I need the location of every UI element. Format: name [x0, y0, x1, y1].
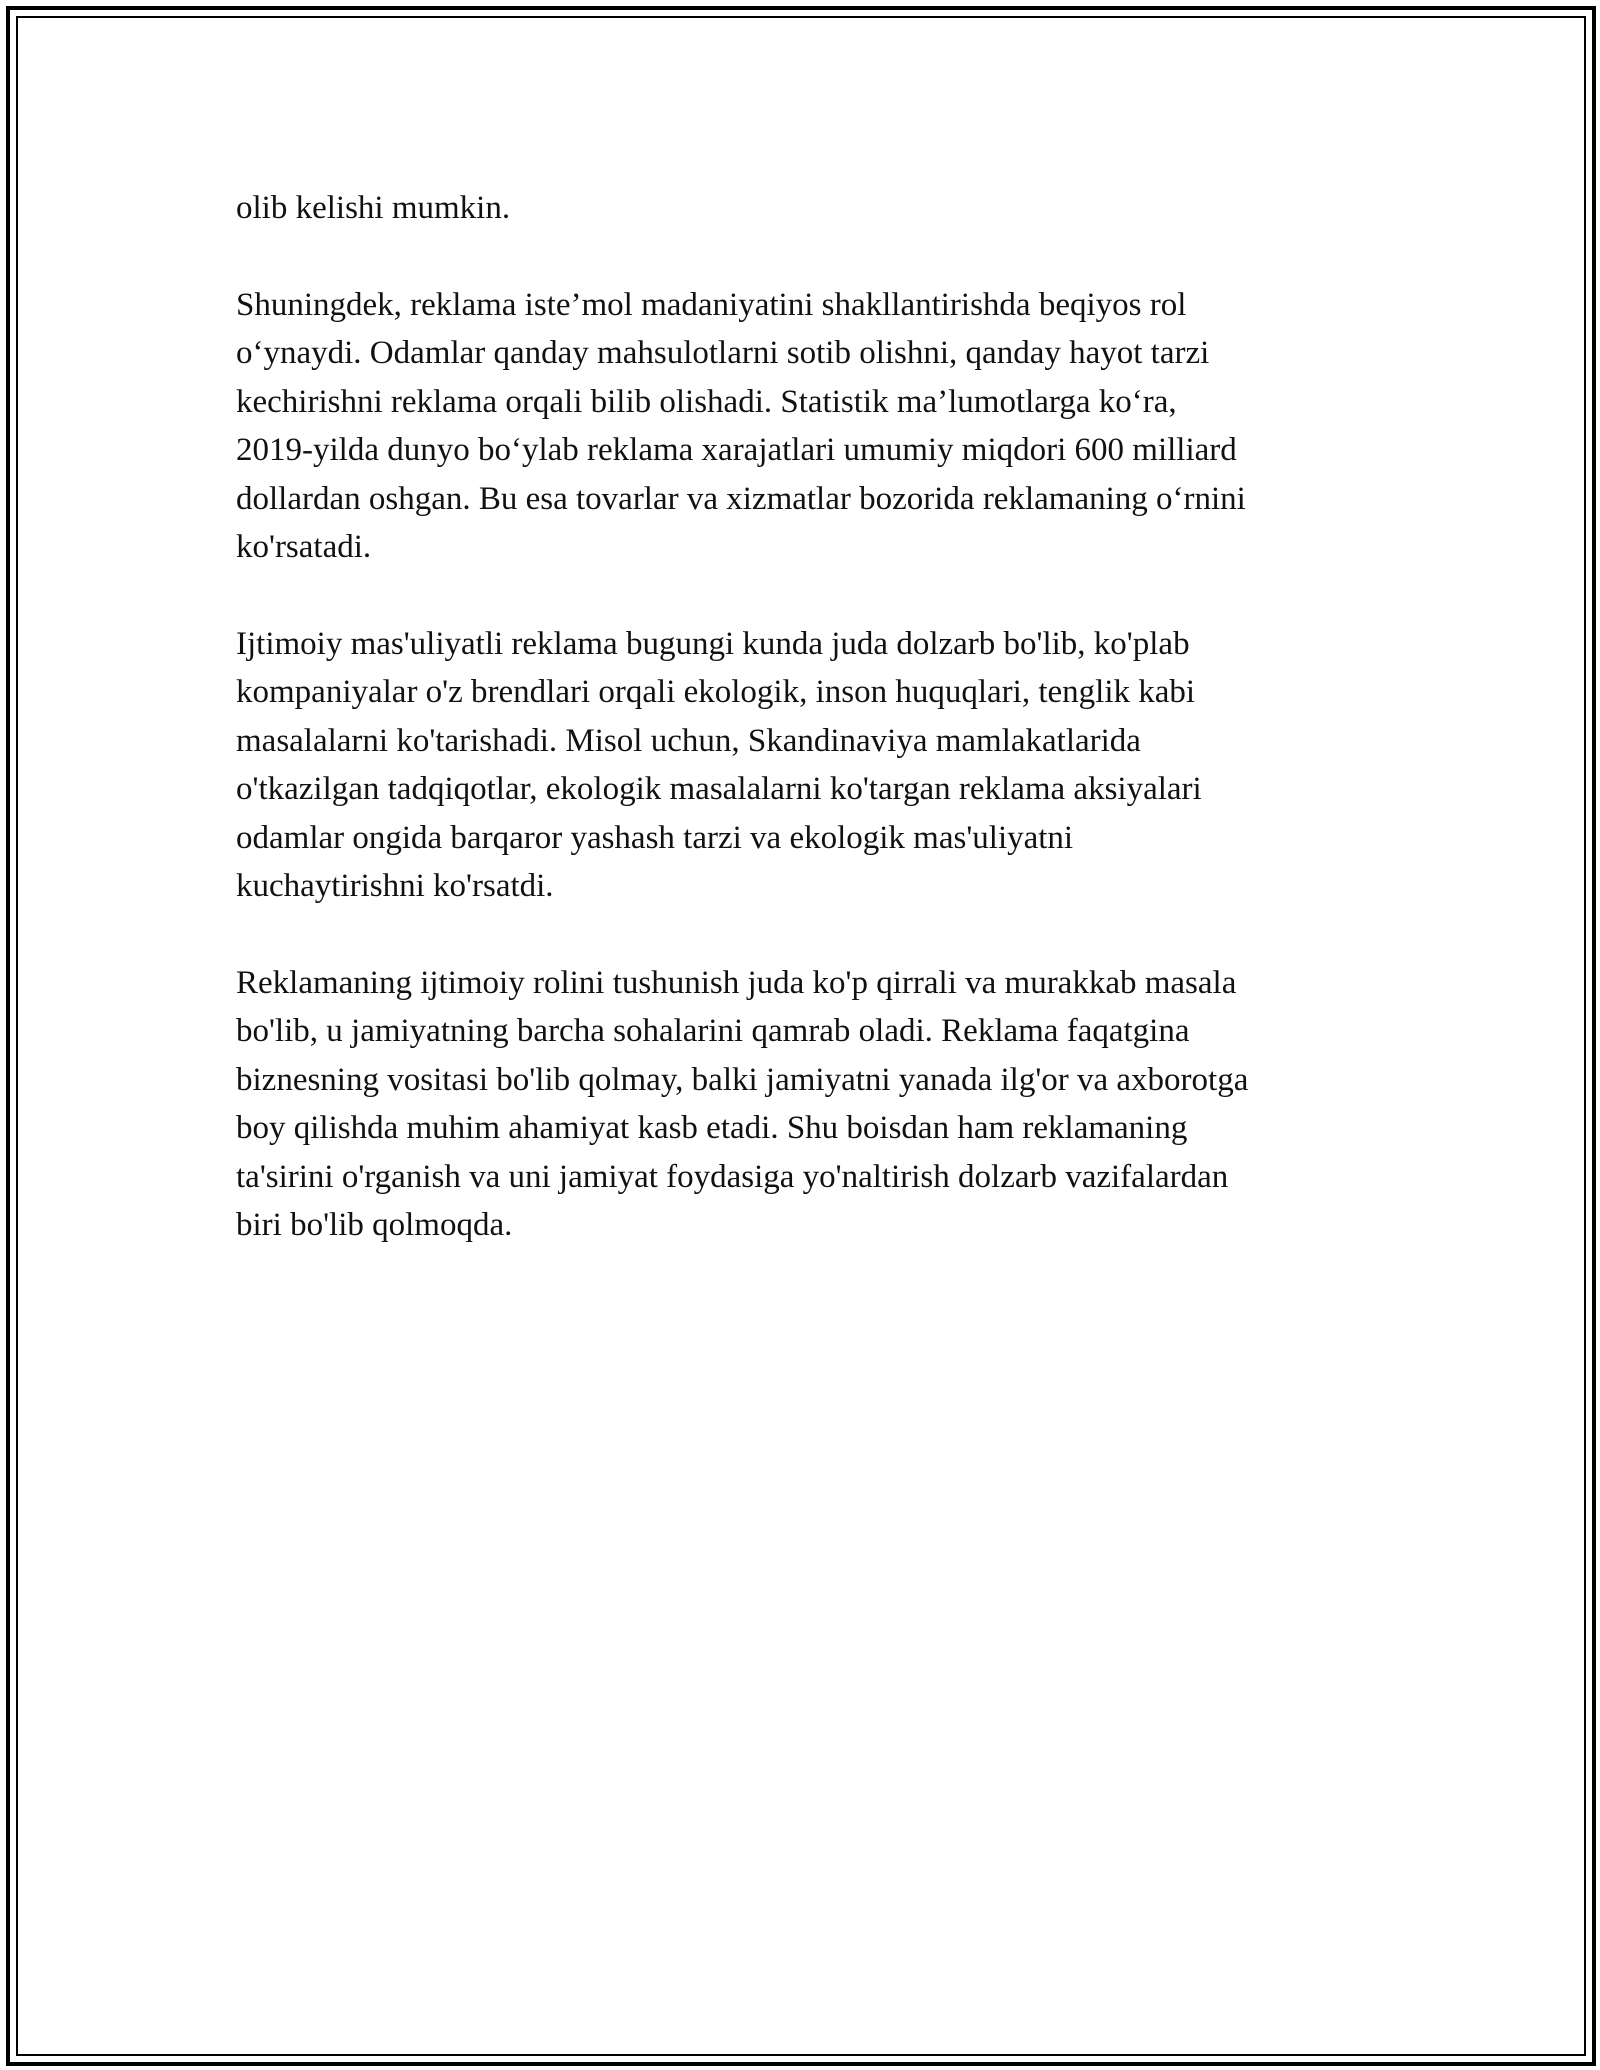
document-body [236, 184, 1366, 1298]
paragraph-continuation: olib kelishi mumkin. [236, 190, 511, 226]
paragraph-conclusion: Reklamaning ijtimoiy rolini tushunish juda ko'p qirrali va murakkab masala bo'lib, u jamiyatning barcha sohalarini qamrab oladi. Reklama faqatgina biznesning vositasi bo'lib qolmay, balki jamiyatni yanada ilg'or va axborotga boy qilishda muhim ahamiyat kasb etadi. Shu boisdan ham reklamaning ta'sirini o'rganish va uni jamiyat foydasiga yo'naltirish dolzarb vazifalardan biri bo'lib qolmoqda. [236, 964, 1249, 1243]
paragraph-consumer-culture: Shuningdek, reklama iste’mol madaniyatini shakllantirishda beqiyos rol o‘ynaydi. Odamlar qanday mahsulotlarni sotib olishni, qanday hayot tarzi kechirishni reklama orqali bilib olishadi. Statistik ma’lumotlarga ko‘ra, 2019-yilda dunyo bo‘ylab reklama xarajatlari umumiy miqdori 600 milliard dollardan oshgan. Bu esa tovarlar va xizmatlar bozorida reklamaning o‘rnini ko'rsatadi. [236, 286, 1246, 565]
paragraph-social-responsibility: Ijtimoiy mas'uliyatli reklama bugungi kunda juda dolzarb bo'lib, ko'plab kompaniyalar o'z brendlari orqali ekologik, inson huquqlari, tenglik kabi masalalarni ko'tarishadi. Misol uchun, Skandinaviya mamlakatlarida o'tkazilgan tadqiqotlar, ekologik masalalarni ko'targan reklama aksiyalari odamlar ongida barqaror yashash tarzi va ekologik mas'uliyatni kuchaytirishni ko'rsatdi. [236, 625, 1202, 904]
